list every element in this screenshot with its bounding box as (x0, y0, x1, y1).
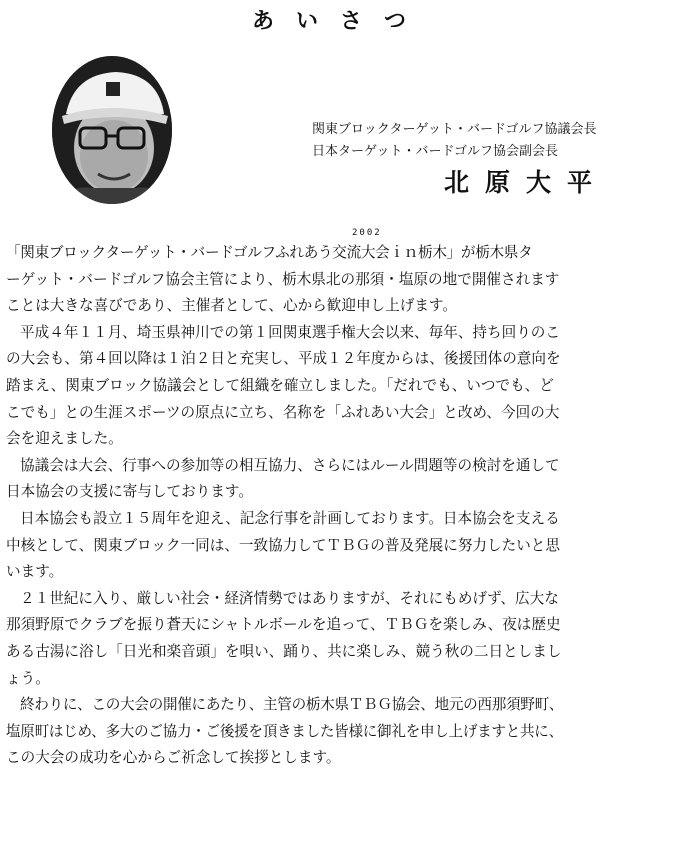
body-line: ある古湯に浴し「日光和楽音頭」を唄い、踊り、共に楽しみ、競う秋の二日としまし (6, 642, 562, 660)
body-line: こでも」との生涯スポーツの原点に立ち、名称を「ふれあい大会」と改め、今回の大 (6, 403, 560, 421)
body-line: 平成４年１１月、埼玉県神川での第１回関東選手権大会以来、毎年、持ち回りのこ (20, 323, 560, 341)
body-line: ことは大きな喜びであり、主催者として、心から歓迎申し上げます。 (6, 297, 457, 315)
body-line: 日本協会も設立１５周年を迎え、記念行事を計画しております。日本協会を支える (20, 509, 560, 527)
author-affiliation-2: 日本ターゲット・バードゴルフ協会副会長 (312, 144, 558, 159)
greeting-body (0, 240, 680, 772)
body-line: 日本協会の支援に寄与しております。 (6, 483, 253, 501)
body-line: 那須野原でクラブを振り蒼天にシャトルボールを追って、ＴＢＧを楽しみ、夜は歴史 (6, 616, 561, 634)
body-line: 「関東ブロックターゲット・バードゴルフふれあう交流大会ｉｎ栃木」が栃木県タ (6, 244, 533, 261)
author-affiliation-1: 関東ブロックターゲット・バードゴルフ協議会長 (312, 122, 597, 137)
portrait-illustration (52, 56, 172, 204)
body-line: います。 (6, 563, 64, 581)
body-line: 中核として、関東ブロック一同は、一致協力してＴＢＧの普及発展に努力したいと思 (6, 536, 560, 554)
body-line: 協議会は大会、行事への参加等の相互協力、さらにはルール問題等の検討を通して (20, 456, 560, 474)
body-line: 塩原町はじめ、多大のご協力・ご後援を頂きました皆様に御礼を申し上げますと共に、 (6, 722, 563, 740)
body-line: ょう。 (6, 669, 50, 687)
body-line: ーゲット・バードゴルフ協会主管により、栃木県北の那須・塩原の地で開催されます (6, 270, 560, 288)
body-line: 踏まえ、関東ブロック協議会として組織を確立しました。「だれでも、いつでも、ど (6, 376, 554, 394)
body-line: 終わりに、この大会の開催にあたり、主管の栃木県ＴＢＧ協会、地元の西那須野町、 (20, 696, 564, 714)
body-line: 会を迎えました。 (6, 430, 123, 448)
body-line: ２１世紀に入り、厳しい社会・経済情勢ではありますが、それにもめげず、広大な (20, 589, 559, 607)
year-note: 2002 (352, 228, 382, 238)
page-title: あいさつ (251, 8, 428, 34)
body-line: この大会の成功を心からご祈念して挨拶とします。 (6, 749, 341, 767)
author-portrait-photo (52, 56, 172, 204)
body-line: の大会も、第４回以降は１泊２日と充実し、平成１２年度からは、後援団体の意向を (6, 350, 561, 368)
author-name: 北原大平 (444, 168, 609, 197)
